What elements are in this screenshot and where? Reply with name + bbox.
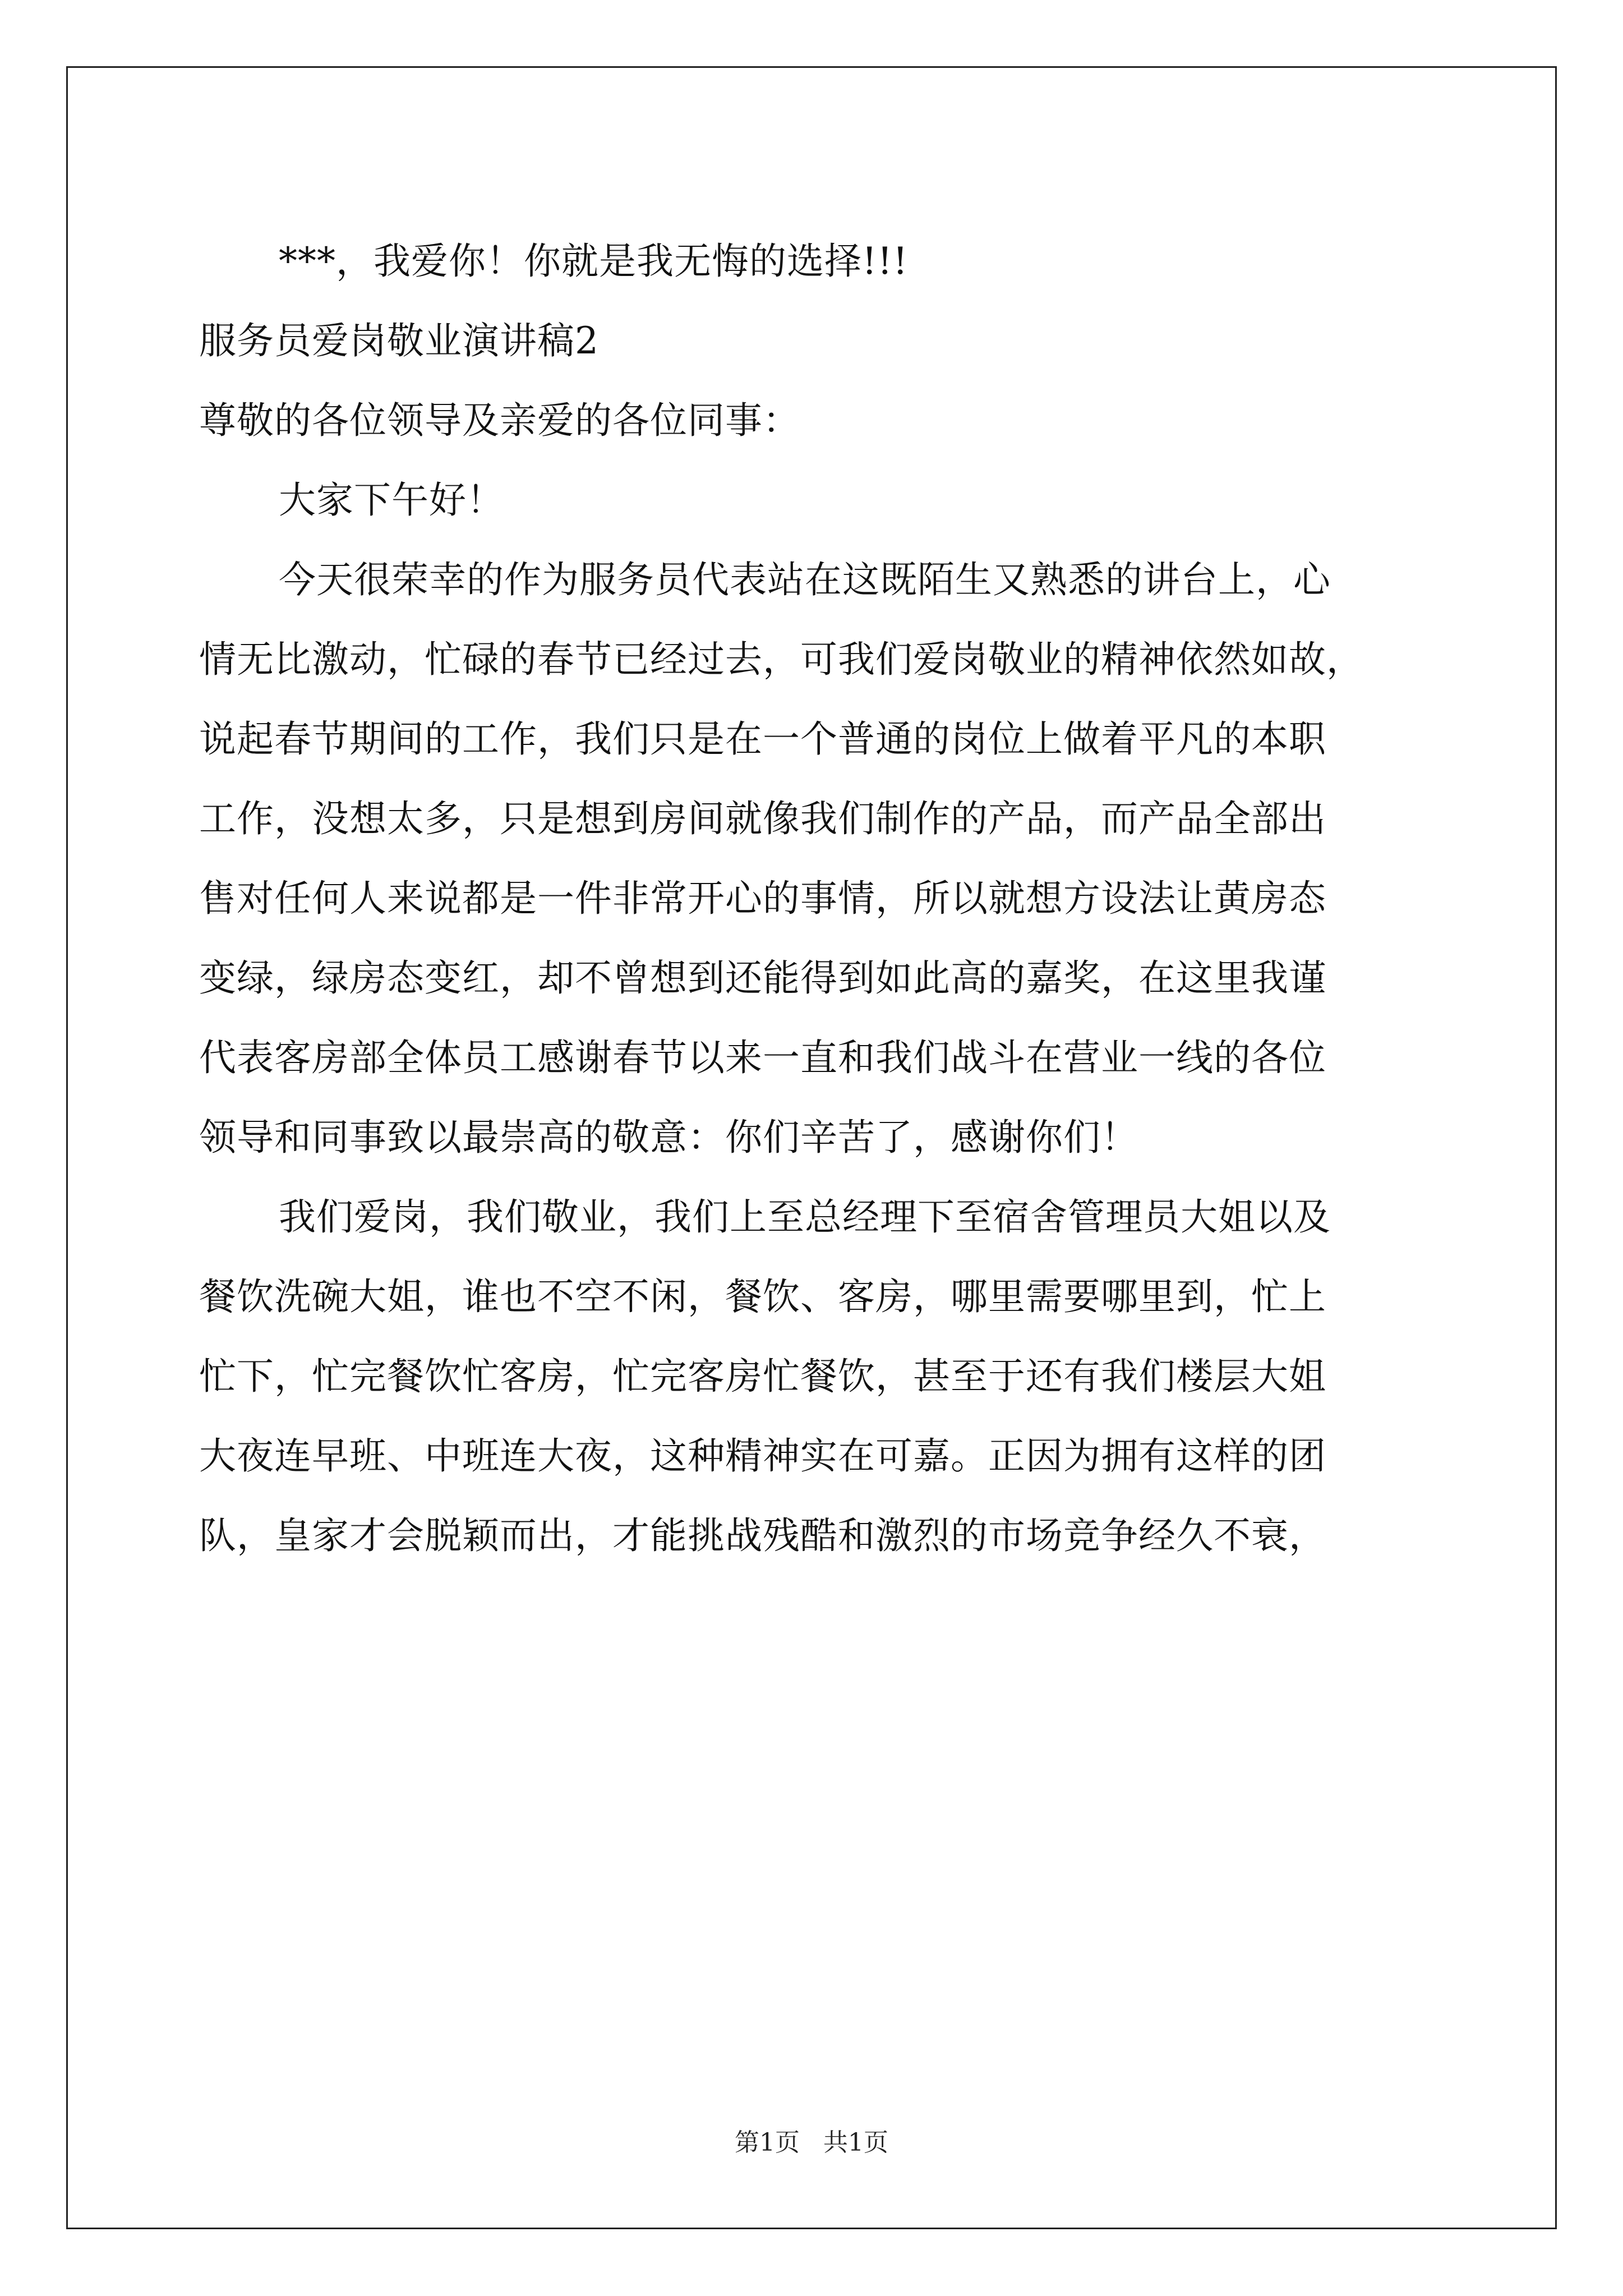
paragraph-line: 大夜连早班、中班连大夜，这种精神实在可嘉。正因为拥有这样的团 bbox=[199, 1434, 1326, 1478]
paragraph-line: 代表客房部全体员工感谢春节以来一直和我们战斗在营业一线的各位 bbox=[199, 1036, 1326, 1079]
greeting: 大家下午好！ bbox=[279, 478, 504, 522]
paragraph-line: 工作，没想太多，只是想到房间就像我们制作的产品，而产品全部出 bbox=[199, 797, 1326, 840]
paragraph-line: 领导和同事致以最崇高的敬意：你们辛苦了，感谢你们！ bbox=[199, 1116, 1138, 1159]
paragraph-line: 售对任何人来说都是一件非常开心的事情，所以就想方设法让黄房态 bbox=[199, 877, 1326, 920]
paragraph-line: 忙下，忙完餐饮忙客房，忙完客房忙餐饮，甚至于还有我们楼层大姐 bbox=[199, 1355, 1326, 1398]
paragraph-line: 说起春节期间的工作，我们只是在一个普通的岗位上做着平凡的本职 bbox=[199, 717, 1326, 761]
paragraph-line: 情无比激动，忙碌的春节已经过去，可我们爱岗敬业的精神依然如故， bbox=[199, 638, 1364, 681]
paragraph-line: 今天很荣幸的作为服务员代表站在这既陌生又熟悉的讲台上，心 bbox=[279, 558, 1331, 601]
paragraph-line: 变绿，绿房态变红，却不曾想到还能得到如此高的嘉奖，在这里我谨 bbox=[199, 956, 1326, 1000]
paragraph-line: ***，我爱你！你就是我无悔的选择!!! bbox=[279, 240, 909, 283]
paragraph-line: 队，皇家才会脱颖而出，才能挑战残酷和激烈的市场竞争经久不衰， bbox=[199, 1514, 1326, 1557]
paragraph-line: 餐饮洗碗大姐，谁也不空不闲，餐饮、客房，哪里需要哪里到，忙上 bbox=[199, 1275, 1326, 1318]
document-body bbox=[199, 222, 1433, 1576]
page-number-footer: 第1页 共1页 bbox=[735, 2128, 888, 2157]
section-title: 服务员爱岗敬业演讲稿2 bbox=[199, 319, 599, 362]
paragraph-line: 我们爱岗，我们敬业，我们上至总经理下至宿舍管理员大姐以及 bbox=[279, 1195, 1331, 1239]
salutation: 尊敬的各位领导及亲爱的各位同事： bbox=[199, 399, 800, 442]
